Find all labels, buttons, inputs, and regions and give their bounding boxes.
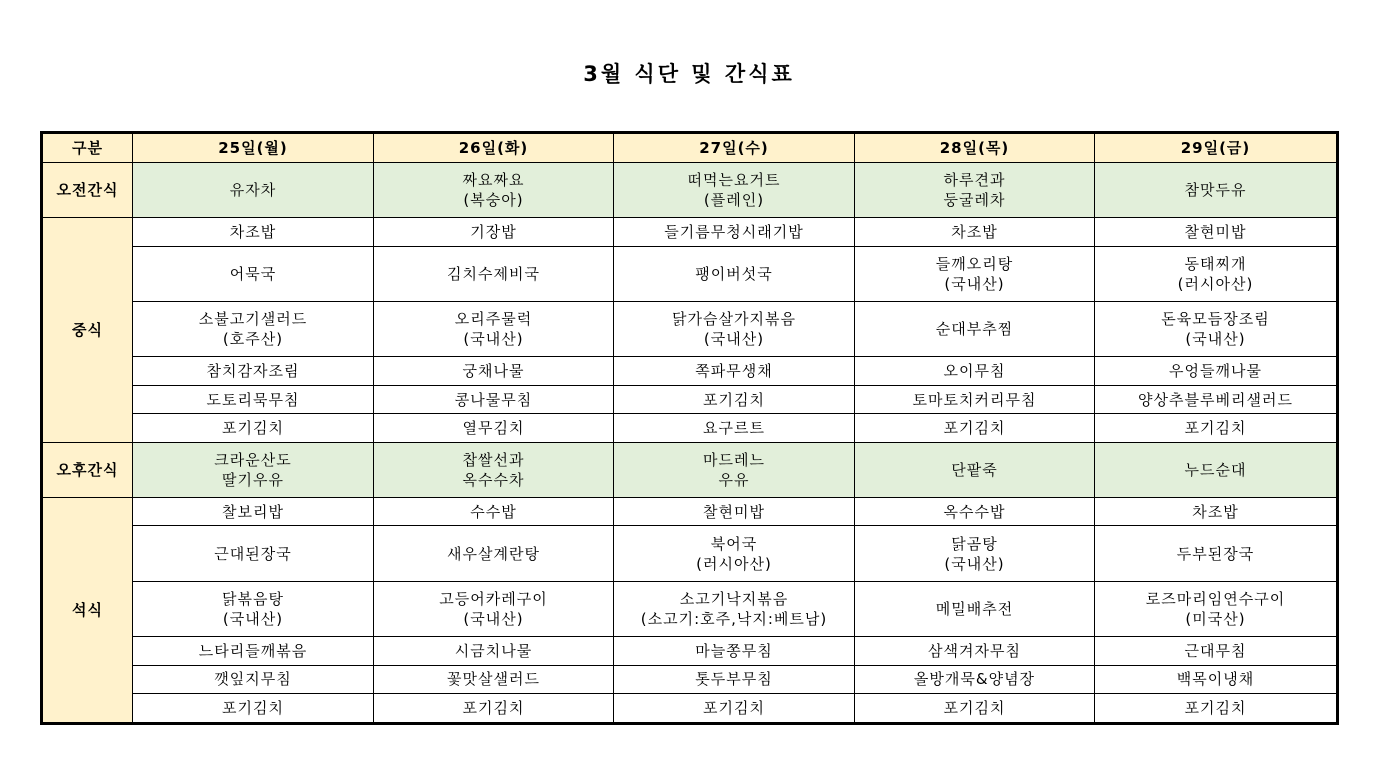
menu-item-origin: (플레인) xyxy=(703,190,765,209)
menu-item-text: 김치수제비국 xyxy=(447,264,540,283)
menu-item-origin: 우유 xyxy=(718,470,750,489)
menu-item-origin: 둥굴레차 xyxy=(943,190,1006,209)
menu-cell xyxy=(374,162,614,217)
menu-cell xyxy=(133,526,374,581)
menu-cell xyxy=(855,162,1095,217)
menu-cell xyxy=(374,218,614,246)
menu-cell xyxy=(1095,302,1338,357)
menu-cell xyxy=(855,218,1095,246)
menu-item-text: 올방개묵&양념장 xyxy=(913,670,1036,689)
menu-item-text: 순대부추찜 xyxy=(935,320,1014,339)
menu-item-text: 깻잎지무침 xyxy=(214,670,292,689)
menu-item-text: 차조밥 xyxy=(1192,502,1239,521)
menu-item-text: 찰현미밥 xyxy=(1184,222,1247,241)
menu-item-text: 오리주물럭 xyxy=(454,310,533,329)
menu-cell xyxy=(614,302,855,357)
menu-item-text: 북어국 xyxy=(710,534,758,553)
menu-item-text: 팽이버섯국 xyxy=(695,264,773,283)
menu-cell xyxy=(855,246,1095,301)
menu-cell xyxy=(855,637,1095,665)
header-category-cell: 구분 xyxy=(42,133,133,163)
menu-item-text: 수수밥 xyxy=(470,502,517,521)
menu-cell xyxy=(855,581,1095,636)
menu-item-text: 포기김치 xyxy=(462,699,525,718)
meal-schedule-body xyxy=(42,133,1338,724)
meal-schedule-table xyxy=(40,131,1339,725)
menu-cell xyxy=(614,357,855,385)
menu-item-text: 양상추블루베리샐러드 xyxy=(1138,390,1293,409)
menu-cell xyxy=(1095,526,1338,581)
menu-item-text: 마드레느 xyxy=(703,450,765,469)
menu-cell xyxy=(1095,665,1338,693)
menu-cell xyxy=(614,498,855,526)
menu-item-text: 궁채나물 xyxy=(462,362,525,381)
menu-item-text: 근대된장국 xyxy=(214,544,292,563)
menu-cell xyxy=(374,246,614,301)
menu-item-text: 유자차 xyxy=(229,180,277,199)
menu-cell xyxy=(614,218,855,246)
menu-cell xyxy=(855,694,1095,724)
menu-cell xyxy=(855,498,1095,526)
meal-row xyxy=(42,218,1338,246)
meal-row xyxy=(42,414,1338,442)
menu-item-text: 두부된장국 xyxy=(1176,544,1255,563)
menu-item-origin: (복숭아) xyxy=(463,190,524,209)
menu-item-text: 단팥죽 xyxy=(951,460,998,479)
menu-item-text: 참치감자조림 xyxy=(206,362,300,381)
menu-item-text: 포기김치 xyxy=(1184,418,1247,437)
menu-item-origin: (국내산) xyxy=(944,274,1005,293)
menu-item-origin: (국내산) xyxy=(463,610,524,629)
menu-cell xyxy=(374,442,614,497)
menu-item-text: 닭가슴살가지볶음 xyxy=(672,310,796,329)
menu-item-text: 열무김치 xyxy=(462,418,525,437)
menu-item-text: 쪽파무생채 xyxy=(695,362,773,381)
header-day-cell: 29일(금) xyxy=(1095,133,1338,163)
menu-item-origin: (러시아산) xyxy=(696,554,772,573)
menu-cell xyxy=(1095,414,1338,442)
menu-item-text: 들기름무청시래기밥 xyxy=(664,222,804,241)
menu-item-origin: 딸기우유 xyxy=(222,470,284,489)
menu-cell xyxy=(133,246,374,301)
menu-item-text: 크라운산도 xyxy=(214,450,292,469)
menu-cell xyxy=(374,414,614,442)
menu-item-text: 포기김치 xyxy=(222,699,284,718)
meal-row xyxy=(42,581,1338,636)
menu-item-text: 소고기낙지볶음 xyxy=(679,590,789,609)
menu-item-text: 하루견과 xyxy=(943,170,1006,189)
menu-cell xyxy=(1095,581,1338,636)
menu-cell xyxy=(374,357,614,385)
menu-cell xyxy=(855,414,1095,442)
menu-item-text: 토마토치커리무침 xyxy=(912,390,1037,409)
menu-item-text: 닭곰탕 xyxy=(951,534,998,553)
menu-item-text: 포기김치 xyxy=(943,699,1006,718)
menu-item-text: 콩나물무침 xyxy=(454,390,533,409)
menu-item-text: 짜요짜요 xyxy=(462,170,525,189)
menu-cell xyxy=(614,442,855,497)
menu-cell xyxy=(614,694,855,724)
menu-item-text: 꽃맛살샐러드 xyxy=(447,670,540,689)
menu-item-text: 시금치나물 xyxy=(454,642,533,661)
menu-item-origin: (국내산) xyxy=(944,554,1005,573)
menu-item-text: 기장밥 xyxy=(470,222,517,241)
meal-row xyxy=(42,385,1338,413)
category-label: 석식 xyxy=(42,498,133,724)
menu-item-text: 근대무침 xyxy=(1184,642,1247,661)
menu-cell xyxy=(374,637,614,665)
menu-item-origin: (미국산) xyxy=(1185,610,1246,629)
menu-item-text: 포기김치 xyxy=(703,699,765,718)
menu-cell xyxy=(614,526,855,581)
meal-row xyxy=(42,246,1338,301)
menu-cell xyxy=(133,385,374,413)
menu-item-text: 찹쌀선과 xyxy=(462,450,525,469)
menu-item-text: 로즈마리임연수구이 xyxy=(1145,590,1286,609)
page-title: 3월 식단 및 간식표 xyxy=(583,62,795,86)
menu-item-text: 소불고기샐러드 xyxy=(198,310,308,329)
menu-item-text: 동태찌개 xyxy=(1184,254,1247,273)
menu-cell xyxy=(374,581,614,636)
menu-item-text: 포기김치 xyxy=(943,418,1006,437)
snack-row xyxy=(42,162,1338,217)
menu-cell xyxy=(855,665,1095,693)
menu-item-text: 마늘쫑무침 xyxy=(695,642,773,661)
menu-cell xyxy=(1095,246,1338,301)
menu-item-text: 차조밥 xyxy=(951,222,998,241)
category-label: 오전간식 xyxy=(42,162,133,217)
menu-item-text: 포기김치 xyxy=(222,418,284,437)
menu-item-text: 떠먹는요거트 xyxy=(687,170,781,189)
menu-item-text: 도토리묵무침 xyxy=(206,390,300,409)
menu-item-text: 오이무침 xyxy=(943,362,1006,381)
menu-cell xyxy=(855,357,1095,385)
menu-cell xyxy=(374,385,614,413)
menu-item-text: 느타리들깨볶음 xyxy=(198,642,308,661)
menu-cell xyxy=(133,498,374,526)
header-day-cell: 27일(수) xyxy=(614,133,855,163)
menu-item-text: 찰현미밥 xyxy=(703,502,765,521)
menu-cell xyxy=(1095,498,1338,526)
menu-cell xyxy=(614,246,855,301)
menu-item-origin: (국내산) xyxy=(703,330,765,349)
menu-item-origin: 옥수수차 xyxy=(462,470,525,489)
menu-cell xyxy=(133,302,374,357)
meal-row xyxy=(42,637,1338,665)
menu-cell xyxy=(1095,637,1338,665)
menu-item-origin: (국내산) xyxy=(1185,330,1246,349)
menu-item-text: 요구르트 xyxy=(703,418,765,437)
menu-cell xyxy=(614,385,855,413)
menu-cell xyxy=(614,581,855,636)
menu-item-text: 삼색겨자무침 xyxy=(928,642,1021,661)
menu-cell xyxy=(614,637,855,665)
menu-cell xyxy=(133,218,374,246)
menu-cell xyxy=(133,637,374,665)
menu-item-text: 찰보리밥 xyxy=(222,502,284,521)
menu-item-text: 돈육모듬장조림 xyxy=(1161,310,1270,329)
menu-cell xyxy=(133,357,374,385)
menu-cell xyxy=(133,694,374,724)
menu-item-text: 어묵국 xyxy=(229,264,277,283)
menu-item-origin: (호주산) xyxy=(222,330,284,349)
category-label: 중식 xyxy=(42,218,133,442)
menu-cell xyxy=(1095,385,1338,413)
menu-item-text: 누드순대 xyxy=(1184,460,1247,479)
menu-cell xyxy=(614,665,855,693)
meal-row xyxy=(42,526,1338,581)
menu-cell xyxy=(374,526,614,581)
menu-cell xyxy=(374,694,614,724)
menu-cell xyxy=(614,162,855,217)
header-day-cell: 28일(목) xyxy=(855,133,1095,163)
menu-cell xyxy=(133,162,374,217)
menu-cell xyxy=(1095,442,1338,497)
menu-item-text: 백목이냉채 xyxy=(1176,670,1255,689)
header-day-cell: 26일(화) xyxy=(374,133,614,163)
menu-item-text: 톳두부무침 xyxy=(695,670,773,689)
header-day-cell: 25일(월) xyxy=(133,133,374,163)
meal-row xyxy=(42,498,1338,526)
menu-cell xyxy=(1095,218,1338,246)
menu-item-text: 고등어카레구이 xyxy=(439,590,548,609)
snack-row xyxy=(42,442,1338,497)
menu-item-text: 차조밥 xyxy=(229,222,277,241)
menu-cell xyxy=(855,442,1095,497)
meal-row xyxy=(42,694,1338,724)
menu-item-text: 새우살계란탕 xyxy=(447,544,540,563)
menu-cell xyxy=(374,665,614,693)
menu-cell xyxy=(855,526,1095,581)
menu-cell xyxy=(855,385,1095,413)
meal-row xyxy=(42,302,1338,357)
category-label: 오후간식 xyxy=(42,442,133,497)
menu-item-text: 포기김치 xyxy=(1184,699,1247,718)
menu-cell xyxy=(374,302,614,357)
menu-cell xyxy=(1095,357,1338,385)
menu-item-origin: (국내산) xyxy=(222,610,284,629)
menu-cell xyxy=(614,414,855,442)
menu-item-text: 들깨오리탕 xyxy=(935,254,1014,273)
meal-row xyxy=(42,665,1338,693)
menu-cell xyxy=(1095,162,1338,217)
menu-cell xyxy=(1095,694,1338,724)
menu-item-text: 참맛두유 xyxy=(1184,180,1247,199)
menu-item-origin: (소고기:호주,낙지:베트남) xyxy=(640,610,828,629)
header-row xyxy=(42,133,1338,163)
menu-cell xyxy=(133,665,374,693)
menu-cell xyxy=(855,302,1095,357)
menu-cell xyxy=(133,442,374,497)
menu-item-text: 닭볶음탕 xyxy=(222,590,284,609)
menu-item-origin: (국내산) xyxy=(463,330,524,349)
menu-cell xyxy=(374,498,614,526)
menu-cell xyxy=(133,414,374,442)
menu-item-text: 메밀배추전 xyxy=(935,600,1014,619)
menu-item-text: 옥수수밥 xyxy=(943,502,1006,521)
meal-row xyxy=(42,357,1338,385)
menu-item-text: 포기김치 xyxy=(703,390,765,409)
menu-item-origin: (러시아산) xyxy=(1177,274,1254,293)
menu-item-text: 우엉들깨나물 xyxy=(1169,362,1262,381)
menu-cell xyxy=(133,581,374,636)
